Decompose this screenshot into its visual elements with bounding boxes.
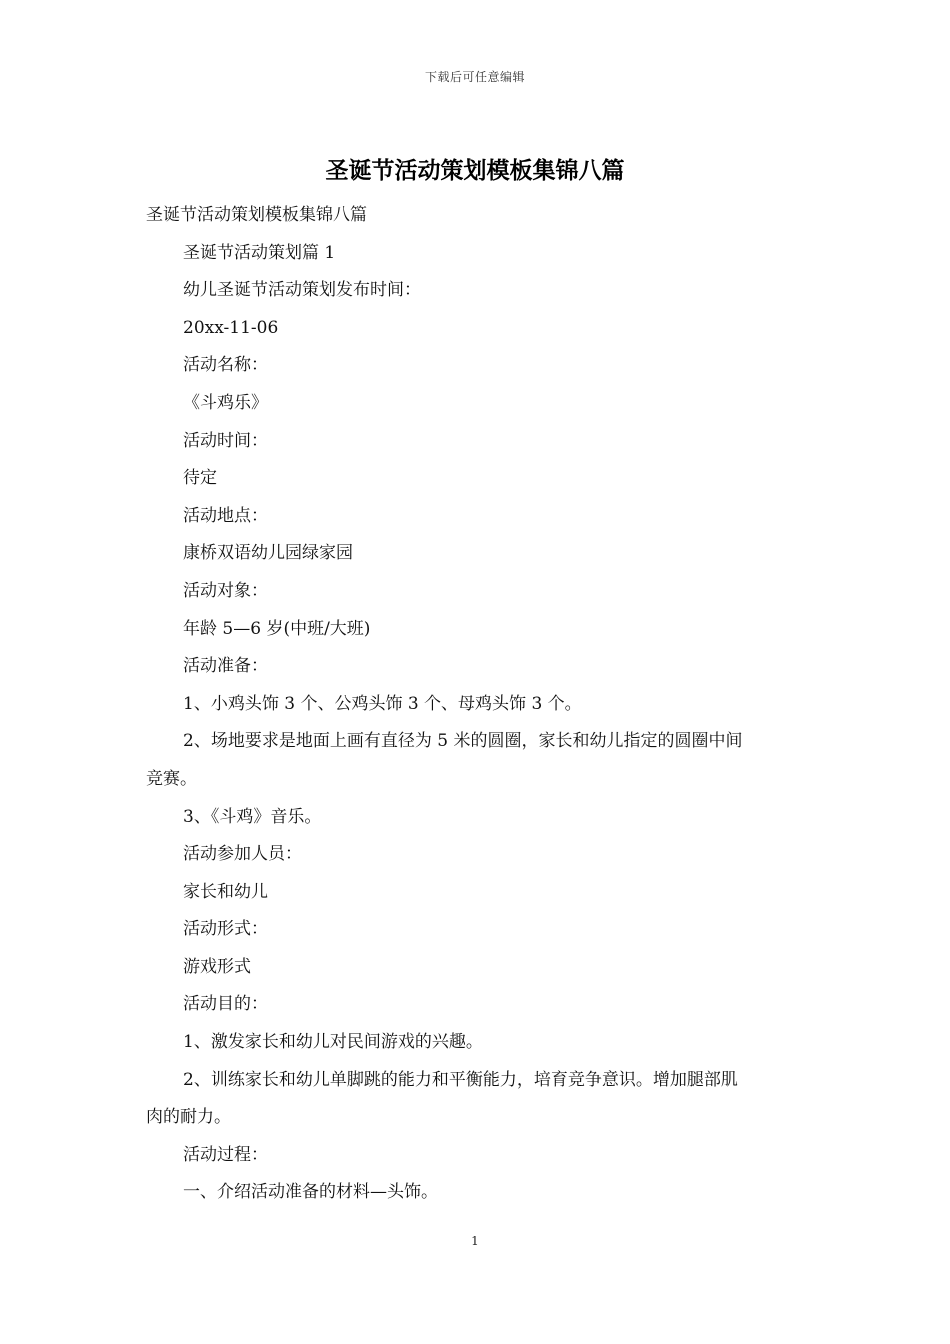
body-line: 待定 (183, 468, 217, 489)
body-line: 幼儿圣诞节活动策划发布时间： (183, 280, 421, 301)
body-line: 家长和幼儿 (183, 881, 268, 902)
body-line: 2、场地要求是地面上画有直径为 5 米的圆圈，家长和幼儿指定的圆圈中间 (183, 731, 743, 752)
body-line: 活动时间： (183, 430, 268, 451)
body-line: 1、激发家长和幼儿对民间游戏的兴趣。 (183, 1032, 483, 1053)
body-line: 游戏形式 (183, 956, 251, 977)
body-line: 一、介绍活动准备的材料—头饰。 (183, 1182, 438, 1203)
document-title: 圣诞节活动策划模板集锦八篇 (325, 157, 625, 184)
body-line: 活动目的： (183, 994, 268, 1015)
body-line: 活动名称： (183, 355, 268, 376)
body-line: 康桥双语幼儿园绿家园 (183, 543, 353, 564)
page-number: 1 (471, 1234, 479, 1248)
body-line: 肉的耐力。 (146, 1107, 231, 1128)
body-line: 20xx-11-06 (183, 317, 279, 338)
body-line: 活动准备： (183, 656, 268, 677)
body-line: 圣诞节活动策划模板集锦八篇 (146, 205, 367, 225)
body-line: 年龄 5—6 岁(中班/大班) (183, 618, 371, 639)
body-line: 活动形式： (183, 919, 268, 940)
body-line: 圣诞节活动策划篇 1 (183, 242, 336, 263)
body-line: 活动地点： (183, 505, 268, 526)
body-line: 竞赛。 (146, 768, 197, 789)
body-line: 3、《斗鸡》音乐。 (183, 806, 322, 827)
body-line: 1、小鸡头饰 3 个、公鸡头饰 3 个、母鸡头饰 3 个。 (183, 693, 582, 714)
body-line: 活动对象： (183, 580, 268, 601)
body-line: 《斗鸡乐》 (183, 392, 268, 413)
header-note: 下载后可任意编辑 (424, 70, 525, 84)
body-line: 2、训练家长和幼儿单脚跳的能力和平衡能力，培育竞争意识。增加腿部肌 (183, 1069, 738, 1090)
body-line: 活动过程： (183, 1144, 268, 1165)
document-body (146, 197, 808, 1212)
body-line: 活动参加人员： (183, 844, 302, 865)
